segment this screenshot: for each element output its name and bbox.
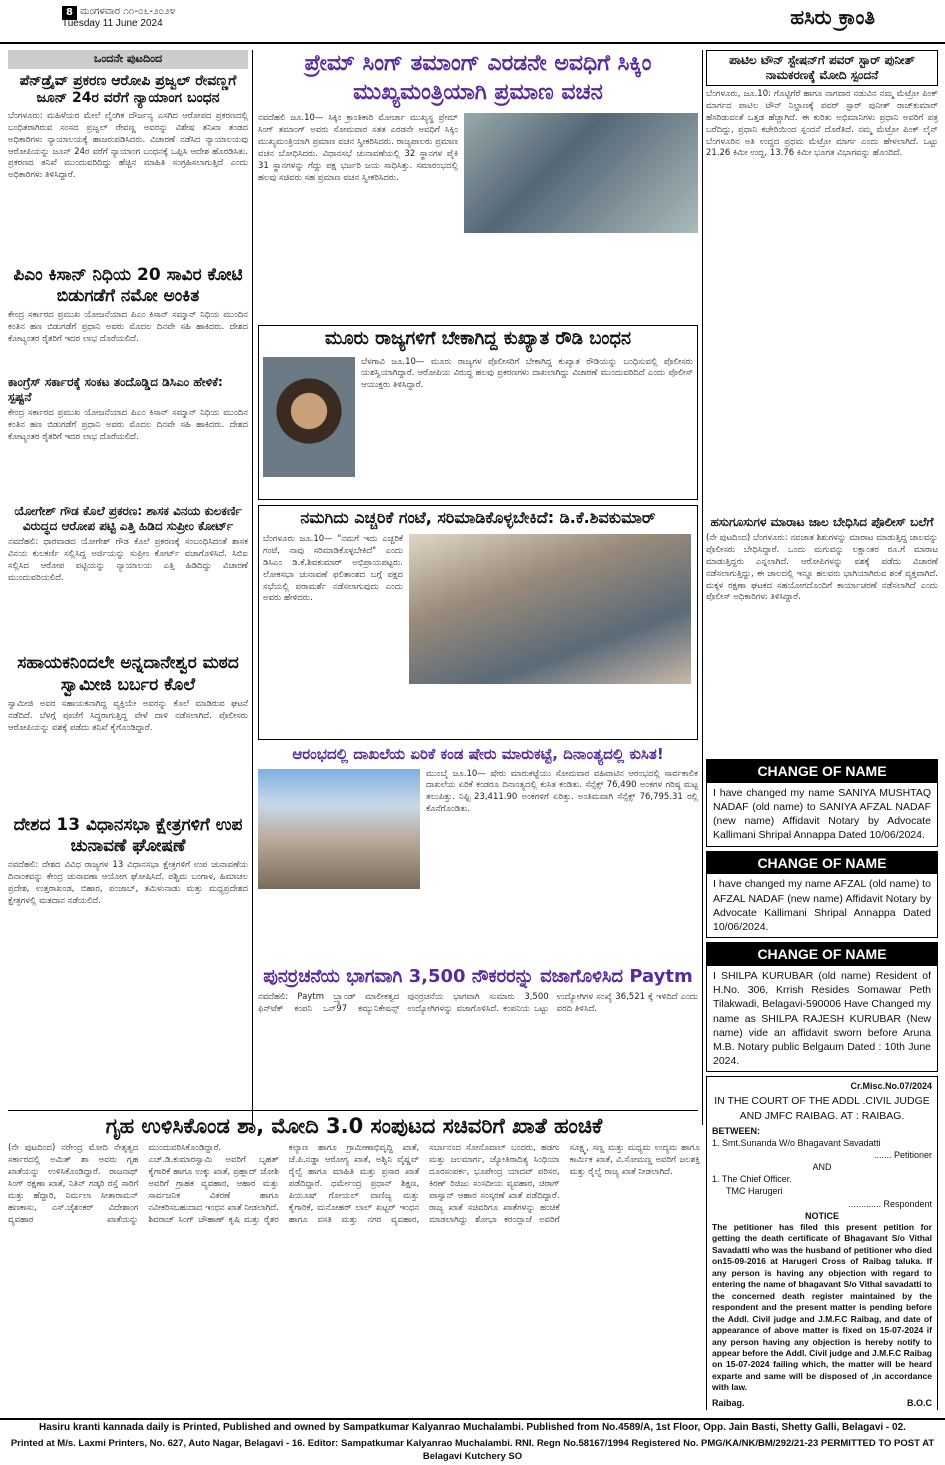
lead-body: ನವದೆಹಲಿ ಜೂ.10— ಸಿಕ್ಕಿಂ ಕ್ರಾಂತಿಕಾರಿ ಮೋರ್ಚಾ ಮುಖ್ಯಸ್ಥ ಪ್ರೇಮ್ ಸಿಂಗ್ ತಮಾಂಗ್ ಅವರು ಸೋಮವಾರ ಸತತ ಎರಡನೇ ಅವಧಿಗೆ ಸಿಕ್ಕಿಂ ಮುಖ್ಯಮಂತ್ರಿಯಾಗಿ ಪ್ರಮಾಣ ವಚನ ಸ್ವೀಕರಿಸಿದರು. ರಾಜ್ಯಪಾಲರು ಪ್ರಮಾಣ ವಚನ ಬೋಧಿಸಿದರು. ವಿಧಾನಸಭೆ ಚುನಾವಣೆಯಲ್ಲಿ 32 ಸ್ಥಾನಗಳ ಪೈಕಿ 31 ಸ್ಥಾನಗಳನ್ನು ಗೆದ್ದು ಪಕ್ಷ ಭರ್ಜರಿ ಜಯ ಸಾಧಿಸಿತ್ತು. ಸಮಾರಂಭದಲ್ಲಿ ಹಲವು ಸಚಿವರು ಸಹ ಪ್ರಮಾಣ ವಚನ ಸ್ವೀಕರಿಸಿದರು. — [258, 113, 458, 183]
court-respondent-label: ............. Respondent — [848, 1198, 932, 1209]
paytm-body: ನವದೆಹಲಿ: Paytm ಬ್ರ್ಯಾಂಡ್ ಮಾಲೀಕತ್ವದ ಫಿನ್‌ಟೆಕ್ ಕಂಪನಿ ಒನ್97 ಕಮ್ಯುನಿಕೇಷನ್ಸ್ ಪುನರ್ರಚನೆಯ ಭಾಗವಾಗಿ ಸುಮಾರು 3,500 ಉದ್ಯೋಗಿಗಳನ್ನು ವಜಾಗೊಳಿಸಿದೆ. ಕಂಪನಿಯ ಒಟ್ಟು ಉದ್ಯೋಗಿಗಳ ಸಂಖ್ಯೆ 36,521 ಕ್ಕೆ ಇಳಿದಿದೆ ಎಂದು ವರದಿ ತಿಳಿಸಿದೆ. — [258, 992, 698, 1015]
sensex-body: ಮುಂಬೈ ಜೂ.10— ಷೇರು ಮಾರುಕಟ್ಟೆಯು ಸೋಮವಾರ ವಹಿವಾಟಿನ ಆರಂಭದಲ್ಲಿ ಸಾರ್ವಕಾಲಿಕ ದಾಖಲೆಯ ಏರಿಕೆ ಕಂಡರೂ ದಿನಾಂತ್ಯದಲ್ಲಿ ಕುಸಿತ ಕಂಡಿತು. ಸೆನ್ಸೆಕ್ಸ್ 76,490 ಅಂಕಗಳ ಗರಿಷ್ಠ ಮಟ್ಟ ತಲುಪಿತ್ತು. ನಿಫ್ಟಿ 23,411.90 ಅಂಕಗಳಿಗೆ ಏರಿತ್ತು. ಅಂತಿಮವಾಗಿ ಸೆನ್ಸೆಕ್ಸ್ 76,795.31 ರಲ್ಲಿ ಕೊನೆಗೊಂಡಿತು. — [426, 768, 698, 815]
dks-title: ನಮಗಿದು ಎಚ್ಚರಿಕೆ ಗಂಟೆ, ಸರಿಮಾಡಿಕೊಳ್ಳಬೇಕಿದೆ: ಡಿ.ಕೆ.ಶಿವಕುಮಾರ್ — [300, 508, 656, 527]
left-column — [8, 50, 248, 1110]
lead-photo — [464, 113, 698, 233]
paytm-article — [258, 965, 698, 1105]
lead-title: ಪ್ರೇಮ್ ಸಿಂಗ್ ತಮಾಂಗ್ ಎರಡನೇ ಅವಧಿಗೆ ಸಿಕ್ಕಿಂ ಮುಖ್ಯಮಂತ್ರಿಯಾಗಿ ಪ್ರಮಾಣ ವಚನ — [304, 51, 652, 105]
court-misc-number: Cr.Misc.No.07/2024 — [850, 1081, 932, 1092]
sensex-title: ಆರಂಭದಲ್ಲಿ ದಾಖಲೆಯ ಏರಿಕೆ ಕಂಡ ಷೇರು ಮಾರುಕಟ್ಟೆ, ದಿನಾಂತ್ಯದಲ್ಲಿ ಕುಸಿತ! — [292, 745, 664, 763]
section-rule — [8, 1110, 698, 1111]
court-between: BETWEEN: — [712, 1125, 760, 1136]
article-title-infants: ಹಸುಗೂಸುಗಳ ಮಾರಾಟ ಜಾಲ ಬೇಧಿಸಿದ ಪೊಲೀಸ್ ಬಲೆಗೆ — [710, 515, 934, 529]
change-of-name-text: I have changed my name SANIYA MUSHTAQ NADAF (old name) to SANIYA AFZAL NADAF (new name) Affidavit Notary by Advocate Kallimani Shripal Annappa Dated 10/06/2024. — [713, 786, 931, 842]
change-of-name-3 — [706, 942, 938, 1072]
article-title-prajwal: ಪೆನ್‌ಡ್ರೈವ್ ಪ್ರಕರಣ ಆರೋಪಿ ಪ್ರಜ್ವಲ್ ರೇವಣ್ಣಗೆ ಜೂನ್ 24ರ ವರೆಗೆ ನ್ಯಾಯಾಂಗ ಬಂಧನ — [19, 72, 237, 107]
change-of-name-2 — [706, 851, 938, 939]
article-body-pmkisan: ಕೇಂದ್ರ ಸರ್ಕಾರದ ಪ್ರಮುಖ ಯೋಜನೆಯಾದ ಪಿಎಂ ಕಿಸಾನ್ ಸಮ್ಮಾನ್ ನಿಧಿಯ ಮುಂದಿನ ಕಂತಿನ ಹಣ ಬಿಡುಗಡೆಗೆ ಪ್ರಧಾನಿ ಅವರು ಮೊದಲ ದಿನವೇ ಸಹಿ ಹಾಕಿದರು. ದೇಶದ ಕೋಟ್ಯಂತರ ರೈತರಿಗೆ ಇದರ ಲಾಭ ದೊರೆಯಲಿದೆ. — [8, 310, 248, 345]
right-column — [706, 50, 938, 1410]
rowdy-body: ಬೆಳಗಾವಿ ಜೂ.10— ಮೂರು ರಾಜ್ಯಗಳ ಪೊಲೀಸರಿಗೆ ಬೇಕಾಗಿದ್ದ ಕುಖ್ಯಾತ ರೌಡಿಯನ್ನು ಬಂಧಿಸುವಲ್ಲಿ ಪೊಲೀಸರು ಯಶಸ್ವಿಯಾಗಿದ್ದಾರೆ. ಆರೋಪಿಯ ವಿರುದ್ಧ ಹಲವು ಪ್ರಕರಣಗಳು ದಾಖಲಾಗಿದ್ದು ವಿಚಾರಣೆ ಮುಂದುವರಿದಿದೆ ಎಂದು ಪೊಲೀಸ್ ಆಯುಕ್ತರು ತಿಳಿಸಿದ್ದಾರೆ. — [361, 356, 693, 391]
column-rule — [252, 50, 253, 1125]
article-subtitle-dcm: ಕಾಂಗ್ರೆಸ್ ಸರ್ಕಾರಕ್ಕೆ ಸಂಕಟ ತಂದೊಡ್ಡಿದ ಡಿಸಿಎಂ ಹೇಳಿಕೆ: ಸ್ಪಷ್ಟನೆ — [8, 375, 223, 405]
change-of-name-text: I have changed my name AFZAL (old name) to AFZAL NADAF (new name) Affidavit Notary by Advocate Kallimani Shripal Annappa Dated 10/06/2024. — [713, 878, 931, 933]
article-body-puneeth: ಬೆಂಗಳೂರು, ಜೂ.10: ಗೊಟ್ಟಿಗೆರೆ ಹಾಗೂ ನಾಗವಾರ ನಡುವಿನ ನಮ್ಮ ಮೆಟ್ರೋ ಪಿಂಕ್ ಮಾರ್ಗದ ಪಾಟಿಲ ಟೌನ್ ನಿಲ್ದಾಣಕ್ಕೆ ಪವರ್ ಸ್ಟಾರ್ ಪುನೀತ್ ರಾಜ್‌ಕುಮಾರ್ ಹೆಸರಿಡುವಂತೆ ಒತ್ತಡ ಹೆಚ್ಚಾಗಿದೆ. ಈ ಕುರಿತು ಅಭಿಮಾನಿಗಳು ಪ್ರಧಾನಿ ಅವರಿಗೆ ಪತ್ರ ಬರೆದಿದ್ದು, ಪ್ರಧಾನಿ ಕಚೇರಿಯಿಂದ ಸ್ಪಂದನೆ ದೊರೆತಿದೆ. ನಮ್ಮ ಮೆಟ್ರೋ ಪಿಂಕ್ ಲೈನ್ ಬೆಂಗಳೂರಿನ ಅತಿ ಉದ್ದದ ಪ್ರಥಮ ಮೆಟ್ರೋ ಮಾರ್ಗ ಎಂದು ಹೇಳಲಾಗಿದೆ. ಒಟ್ಟು 21.26 ಕಿಮೀ ಉದ್ದ, 13.76 ಕಿಮೀ ಭೂಗತ ವಿಭಾಗವನ್ನು ಹೊಂದಿದೆ. — [706, 89, 938, 159]
article-body-prajwal: ಬೆಂಗಳೂರು: ಮಹಿಳೆಯರ ಮೇಲೆ ಲೈಂಗಿಕ ದೌರ್ಜನ್ಯ ಎಸಗಿದ ಆರೋಪದ ಪ್ರಕರಣದಲ್ಲಿ ಬಂಧಿತರಾಗಿರುವ ಸಂಸದ ಪ್ರಜ್ವಲ್ ರೇವಣ್ಣ ಅವರನ್ನು ವಿಶೇಷ ತನಿಖಾ ತಂಡದ ಅಧಿಕಾರಿಗಳು ನ್ಯಾಯಾಲಯಕ್ಕೆ ಹಾಜರುಪಡಿಸಿದರು. ವಿಚಾರಣೆ ನಡೆಸಿದ ನ್ಯಾಯಾಲಯವು ಆರೋಪಿಯನ್ನು ಜೂನ್ 24ರ ವರೆಗೆ ನ್ಯಾಯಾಂಗ ಬಂಧನಕ್ಕೆ ಒಪ್ಪಿಸಿ ಆದೇಶ ಹೊರಡಿಸಿತು. ಪ್ರಕರಣದ ತನಿಖೆ ಮುಂದುವರಿದಿದ್ದು ಹೆಚ್ಚಿನ ಮಾಹಿತಿ ಸಂಗ್ರಹಿಸಲಾಗುತ್ತಿದೆ ಎಂದು ಅಧಿಕಾರಿಗಳು ತಿಳಿಸಿದ್ದಾರೆ. — [8, 110, 248, 181]
lead-article — [258, 50, 698, 320]
date-english: Tuesday 11 June 2024 — [62, 18, 163, 29]
court-notice-heading: NOTICE — [804, 1210, 839, 1221]
dks-photo — [409, 534, 691, 684]
cabinet-body: (ನೇ ಪುಟದಿಂದ) ನರೇಂದ್ರ ಮೋದಿ ನೇತೃತ್ವದ ಸರ್ಕಾರದಲ್ಲಿ ಅಮಿತ್ ಶಾ ಅವರು ಗೃಹ ಖಾತೆಯನ್ನು ಉಳಿಸಿಕೊಂಡಿದ್ದಾರೆ. ರಾಜನಾಥ್ ಸಿಂಗ್ ರಕ್ಷಣಾ ಖಾತೆ, ನಿತಿನ್ ಗಡ್ಕರಿ ರಸ್ತೆ ಸಾರಿಗೆ ಮತ್ತು ಹೆದ್ದಾರಿ, ನಿರ್ಮಲಾ ಸೀತಾರಾಮನ್ ಹಣಕಾಸು, ಎಸ್.ಜೈಶಂಕರ್ ವಿದೇಶಾಂಗ ವ್ಯವಹಾರ ಖಾತೆಯನ್ನು ಮುಂದುವರಿಸಿಕೊಂಡಿದ್ದಾರೆ. ಎಚ್.ಡಿ.ಕುಮಾರಸ್ವಾಮಿ ಅವರಿಗೆ ಬೃಹತ್ ಕೈಗಾರಿಕೆ ಹಾಗೂ ಉಕ್ಕು ಖಾತೆ, ಪ್ರಹ್ಲಾದ್ ಜೋಶಿ ಅವರಿಗೆ ಗ್ರಾಹಕ ವ್ಯವಹಾರ, ಆಹಾರ ಮತ್ತು ಸಾರ್ವಜನಿಕ ವಿತರಣೆ ಹಾಗೂ ನವೀಕರಿಸಬಹುದಾದ ಇಂಧನ ಖಾತೆ ನೀಡಲಾಗಿದೆ. ಶಿವರಾಜ್ ಸಿಂಗ್ ಚೌಹಾಣ್ ಕೃಷಿ ಮತ್ತು ರೈತರ ಕಲ್ಯಾಣ ಹಾಗೂ ಗ್ರಾಮೀಣಾಭಿವೃದ್ಧಿ ಖಾತೆ, ಜೆ.ಪಿ.ನಡ್ಡಾ ಆರೋಗ್ಯ ಖಾತೆ, ಅಶ್ವಿನಿ ವೈಷ್ಣವ್ ರೈಲ್ವೆ ಹಾಗೂ ಮಾಹಿತಿ ಮತ್ತು ಪ್ರಸಾರ ಖಾತೆ ಪಡೆದಿದ್ದಾರೆ. ಧರ್ಮೇಂದ್ರ ಪ್ರಧಾನ್ ಶಿಕ್ಷಣ, ಪಿಯೂಷ್ ಗೋಯಲ್ ವಾಣಿಜ್ಯ ಮತ್ತು ಕೈಗಾರಿಕೆ, ಮನೋಹರ್ ಲಾಲ್ ಖಟ್ಟರ್ ಇಂಧನ ಹಾಗೂ ವಸತಿ ಮತ್ತು ನಗರ ವ್ಯವಹಾರ, ಸರ್ಬಾನಂದ ಸೋನೊವಾಲ್ ಬಂದರು, ಹಡಗು ಮತ್ತು ಜಲಮಾರ್ಗ, ಜ್ಯೋತಿರಾದಿತ್ಯ ಸಿಂಧಿಯಾ ದೂರಸಂಪರ್ಕ, ಭೂಪೇಂದ್ರ ಯಾದವ್ ಪರಿಸರ, ಕಿರಣ್ ರಿಜಿಜು ಸಂಸದೀಯ ವ್ಯವಹಾರ, ಚಿರಾಗ್ ಪಾಸ್ವಾನ್ ಆಹಾರ ಸಂಸ್ಕರಣೆ ಖಾತೆ ಪಡೆದಿದ್ದಾರೆ. ರಾಜ್ಯ ಖಾತೆ ಸಚಿವರಿಗೂ ಖಾತೆಗಳನ್ನು ಹಂಚಿಕೆ ಮಾಡಲಾಗಿದ್ದು ಶೋಭಾ ಕರಂದ್ಲಾಜೆ ಅವರಿಗೆ ಸೂಕ್ಷ್ಮ, ಸಣ್ಣ ಮತ್ತು ಮಧ್ಯಮ ಉದ್ಯಮ ಹಾಗೂ ಕಾರ್ಮಿಕ ಖಾತೆ, ವಿ.ಸೋಮಣ್ಣ ಅವರಿಗೆ ಜಲಶಕ್ತಿ ಮತ್ತು ರೈಲ್ವೆ ರಾಜ್ಯ ಖಾತೆ ನೀಡಲಾಗಿದೆ. — [8, 1143, 700, 1225]
dks-body: ಬೆಂಗಳೂರು ಜೂ.10— "ನಮಗೆ ಇದು ಎಚ್ಚರಿಕೆ ಗಂಟೆ, ನಾವು ಸರಿಮಾಡಿಕೊಳ್ಳಬೇಕಿದೆ" ಎಂದು ಡಿಸಿಎಂ ಡಿ.ಕೆ.ಶಿವಕುಮಾರ್ ಅಭಿಪ್ರಾಯಪಟ್ಟರು. ಲೋಕಸಭಾ ಚುನಾವಣೆ ಫಲಿತಾಂಶದ ಬಗ್ಗೆ ಪಕ್ಷದ ಸಭೆಯಲ್ಲಿ ಪರಾಮರ್ಶೆ ನಡೆಸಲಾಗುವುದು ಎಂದು ಅವರು ಹೇಳಿದರು. — [263, 534, 403, 604]
court-respondent-place: TMC Harugeri — [726, 1186, 783, 1197]
footer-line-2: Printed at M/s. Laxmi Printers, No. 627, Auto Nagar, Belagavi - 16. Editor: Sampatkumar Kalyanrao Muchalambi. RNI. Regn No.58167/1994 Registered No. PMG/KA/NK/BM/292/21-23 PERMITTED TO POST AT Belagavi Kutchery SO — [10, 1438, 935, 1462]
court-and: AND — [812, 1162, 832, 1173]
court-place: Raibag. — [712, 1397, 745, 1408]
rowdy-photo — [263, 357, 355, 477]
court-date — [712, 1409, 932, 1410]
court-petitioner-label: ....... Petitioner — [873, 1150, 932, 1161]
article-title-bypoll: ದೇಶದ 13 ವಿಧಾನಸಭಾ ಕ್ಷೇತ್ರಗಳಿಗೆ ಉಪ ಚುನಾವಣೆ ಘೋಷಣೆ — [13, 814, 243, 857]
rowdy-article — [258, 325, 698, 500]
court-heading: IN THE COURT OF THE ADDL .CIVIL JUDGE AND JMFC RAIBAG. AT : RAIBAG. — [714, 1095, 930, 1122]
date-kannada: ಮಂಗಳವಾರ ೧೧-೦೬-೨೦೨೪ — [80, 6, 176, 17]
page-number: 8 — [62, 6, 77, 20]
footer-line-1: Hasiru kranti kannada daily is Printed, Published and owned by Sampatkumar Kalyanrao Muchalambi. Published from No.4589/A, 1st Floor, Opp. Jain Basti, Shetty Galli, Belagavi - 02. — [39, 1422, 906, 1433]
change-of-name-heading: CHANGE OF NAME — [707, 852, 937, 875]
article-body-yogesh: ನವದೆಹಲಿ: ಧಾರವಾಡದ ಯೋಗೇಶ್ ಗೌಡ ಕೊಲೆ ಪ್ರಕರಣಕ್ಕೆ ಸಂಬಂಧಿಸಿದಂತೆ ಶಾಸಕ ವಿನಯ ಕುಲಕರ್ಣಿ ಸಲ್ಲಿಸಿದ್ದ ಅರ್ಜಿಯನ್ನು ಸುಪ್ರೀಂ ಕೋರ್ಟ್ ವಜಾಗೊಳಿಸಿದೆ. ಸಿಬಿಐ ಸಲ್ಲಿಸಿದ ಆರೋಪ ಪಟ್ಟಿಯನ್ನು ನ್ಯಾಯಾಲಯ ಎತ್ತಿ ಹಿಡಿದಿದ್ದು ವಿಚಾರಣೆ ಮುಂದುವರಿಯಲಿದೆ. — [8, 537, 248, 584]
change-of-name-heading: CHANGE OF NAME — [707, 760, 937, 783]
footer-rule — [0, 1418, 945, 1420]
court-petitioner-name: 1. Smt.Sunanda W/o Bhagavant Savadatti — [712, 1137, 881, 1148]
court-respondent-name: 1. The Chief Officer. — [712, 1174, 792, 1185]
change-of-name-1 — [706, 759, 938, 847]
article-body-swamiji: ಸ್ವಾಮೀಜಿ ಅವರ ಸಹಾಯಕನಾಗಿದ್ದ ವ್ಯಕ್ತಿಯೇ ಅವರನ್ನು ಕೊಲೆ ಮಾಡಿರುವ ಘಟನೆ ನಡೆದಿದೆ. ಬೆಳಗ್ಗೆ ಪೂಜೆಗೆ ಸಿದ್ಧರಾಗುತ್ತಿದ್ದ ವೇಳೆ ದಾಳಿ ನಡೆಸಲಾಗಿದೆ. ಪೊಲೀಸರು ಆರೋಪಿಯನ್ನು ವಶಕ್ಕೆ ಪಡೆದು ತನಿಖೆ ಕೈಗೊಂಡಿದ್ದಾರೆ. — [8, 698, 248, 733]
court-notice — [706, 1076, 938, 1410]
article-body-bypoll: ನವದೆಹಲಿ: ದೇಶದ ವಿವಿಧ ರಾಜ್ಯಗಳ 13 ವಿಧಾನಸಭಾ ಕ್ಷೇತ್ರಗಳಿಗೆ ಉಪ ಚುನಾವಣೆಯ ದಿನಾಂಕವನ್ನು ಕೇಂದ್ರ ಚುನಾವಣಾ ಆಯೋಗ ಘೋಷಿಸಿದೆ. ಪಶ್ಚಿಮ ಬಂಗಾಳ, ಹಿಮಾಚಲ ಪ್ರದೇಶ, ಉತ್ತರಾಖಂಡ, ಬಿಹಾರ, ಪಂಜಾಬ್, ತಮಿಳುನಾಡು ಮತ್ತು ಮಧ್ಯಪ್ರದೇಶದ ಕ್ಷೇತ್ರಗಳಲ್ಲಿ ಮತದಾನ ನಡೆಯಲಿದೆ. — [8, 860, 248, 907]
court-notice-body: The petitioner has filed this present petition for getting the death certificate of Bhagavant S/o Vithal Savadatti who was the husband of petitioner who died on15-09-2016 at Harugeri Cross of Raibag taluka. If any person is having any objection with regard to entering the name of bhagavant S/o Vithal savadatti to the concerned death register maintained by the respondent and the present matter is pending before the Addl. Civil judge and J.M.F.C Raibag, and date of appearance of above matter is fixed on 15-07-2024 if any person having any objection is hereby notify to appear before the Addl. Civil judge and J.M.F.C Raibag on 15-07-2024 failing which, the matter will be heard exparte and same will be disposed of ,in accordance with law. — [712, 1221, 932, 1393]
article-title-puneeth: ಪಾಟಿಲ ಟೌನ್ ಸ್ಟೇಷನ್‌ಗೆ ಪವರ್ ಸ್ಟಾರ್ ಪುನೀತ್ ನಾಮಕರಣಕ್ಕೆ ಮೋದಿ ಸ್ಪಂದನೆ — [729, 53, 915, 82]
change-of-name-text: I SHILPA KURUBAR (old name) Resident of H.No. 306, Krrish Resides Somawar Peth Tilakwadi, Belagavi-590006 Have Changed my name as SHILPA RAJESH KURUBAR (New name) vide an affidavit sworn before Aruna M.B. Notary public Belgaum Dated : 10th June 2024. — [713, 970, 931, 1068]
article-title-swamiji: ಸಹಾಯಕನಿಂದಲೇ ಅನ್ನದಾನೇಶ್ವರ ಮಠದ ಸ್ವಾಮೀಜಿ ಬರ್ಬರ ಕೊಲೆ — [17, 653, 239, 695]
article-body-dcm: ಕೇಂದ್ರ ಸರ್ಕಾರದ ಪ್ರಮುಖ ಯೋಜನೆಯಾದ ಪಿಎಂ ಕಿಸಾನ್ ಸಮ್ಮಾನ್ ನಿಧಿಯ ಮುಂದಿನ ಕಂತಿನ ಹಣ ಬಿಡುಗಡೆಗೆ ಪ್ರಧಾನಿ ಅವರು ಮೊದಲ ದಿನವೇ ಸಹಿ ಹಾಕಿದರು. ದೇಶದ ಕೋಟ್ಯಂತರ ರೈತರಿಗೆ ಇದರ ಲಾಭ ದೊರೆಯಲಿದೆ. — [8, 408, 248, 443]
change-of-name-heading: CHANGE OF NAME — [707, 943, 937, 966]
cabinet-article — [8, 1113, 700, 1415]
section-kicker: ಒಂದನೇ ಪುಟದಿಂದ — [8, 50, 248, 69]
court-boc: B.O.C — [906, 1397, 932, 1408]
column-rule — [702, 50, 703, 1125]
masthead: ಹಸಿರು ಕ್ರಾಂತಿ — [790, 5, 875, 29]
sensex-article — [258, 745, 698, 960]
rowdy-title: ಮೂರು ರಾಜ್ಯಗಳಿಗೆ ಬೇಕಾಗಿದ್ದ ಕುಖ್ಯಾತ ರೌಡಿ ಬಂಧನ — [324, 328, 632, 349]
dks-article — [258, 505, 698, 740]
article-title-pmkisan: ಪಿಎಂ ಕಿಸಾನ್ ನಿಧಿಯ 20 ಸಾವಿರ ಕೋಟಿ ಬಿಡುಗಡೆಗೆ ನಮೋ ಅಂಕಿತ — [13, 264, 243, 307]
paytm-title: ಪುನರ್ರಚನೆಯ ಭಾಗವಾಗಿ 3,500 ನೌಕರರನ್ನು ವಜಾಗೊಳಿಸಿದ Paytm — [263, 966, 693, 987]
article-body-infants: (ನೇ ಪುಟದಿಂದ) ಬೆಂಗಳೂರು: ನವಜಾತ ಶಿಶುಗಳನ್ನು ಮಾರಾಟ ಮಾಡುತ್ತಿದ್ದ ಜಾಲವನ್ನು ಪೊಲೀಸರು ಬೇಧಿಸಿದ್ದಾರೆ. ಒಂದು ಮಗುವನ್ನು ಲಕ್ಷಾಂತರ ರೂ.ಗೆ ಮಾರಾಟ ಮಾಡುತ್ತಿದ್ದರು ಎನ್ನಲಾಗಿದೆ. ಆರೋಪಿಗಳನ್ನು ವಶಕ್ಕೆ ಪಡೆದು ವಿಚಾರಣೆ ನಡೆಸಲಾಗುತ್ತಿದ್ದು, ಈ ಜಾಲದಲ್ಲಿ ಇನ್ನೂ ಹಲವರು ಭಾಗಿಯಾಗಿರುವ ಶಂಕೆ ವ್ಯಕ್ತವಾಗಿದೆ. ಮಕ್ಕಳ ರಕ್ಷಣಾ ಘಟಕದ ಸಹಯೋಗದೊಂದಿಗೆ ಕಾರ್ಯಾಚರಣೆ ನಡೆಸಲಾಗಿದೆ ಎಂದು ಪೊಲೀಸ್ ಅಧಿಕಾರಿಗಳು ತಿಳಿಸಿದ್ದಾರೆ. — [706, 533, 938, 603]
sensex-photo — [258, 769, 420, 889]
article-title-yogesh: ಯೋಗೇಶ್ ಗೌಡ ಕೊಲೆ ಪ್ರಕರಣ: ಶಾಸಕ ವಿನಯ ಕುಲಕರ್ಣಿ ವಿರುದ್ಧದ ಆರೋಪ ಪಟ್ಟಿ ಎತ್ತಿ ಹಿಡಿದ ಸುಪ್ರೀಂ ಕೋರ್ಟ್ — [14, 504, 242, 534]
page-header — [0, 0, 945, 44]
cabinet-title: ಗೃಹ ಉಳಿಸಿಕೊಂಡ ಶಾ, ಮೋದಿ 3.0 ಸಂಪುಟದ ಸಚಿವರಿಗೆ ಖಾತೆ ಹಂಚಿಕೆ — [105, 1114, 603, 1138]
